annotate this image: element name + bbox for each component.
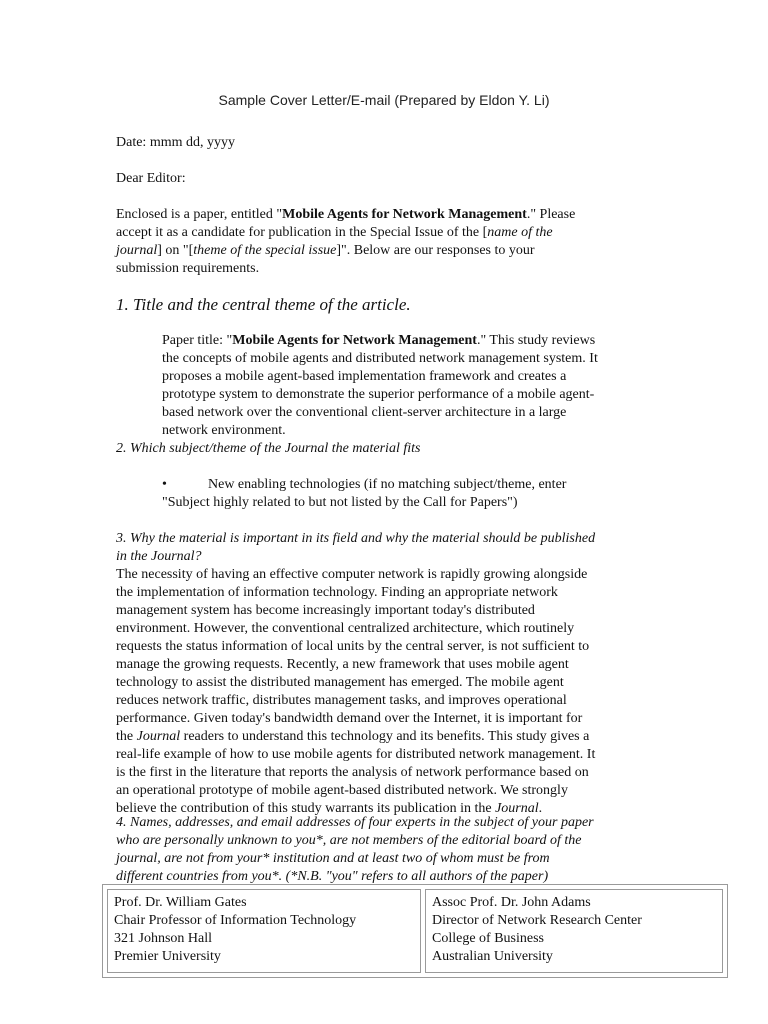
section-3-line: the implementation of information technology. Finding an appropriate network xyxy=(116,585,558,600)
section-3-text: . xyxy=(538,801,543,816)
bullet-line: "Subject highly related to but not listed by the Call for Papers") xyxy=(162,495,518,510)
intro-text: ]". Below are our responses to your xyxy=(336,243,535,258)
section-1-text: Paper title: " xyxy=(162,333,233,348)
bullet-icon: • xyxy=(162,477,167,492)
section-3-line: management system has become increasingly important today's distributed xyxy=(116,603,535,618)
section-3-heading xyxy=(116,530,656,566)
intro-text: accept it as a candidate for publication in the Special Issue of the [ xyxy=(116,225,488,240)
section-3-line: manage the growing requests. Recently, a new framework that uses mobile agent xyxy=(116,657,569,672)
section-4-line: different countries from you*. (*N.B. "you" refers to all authors of the paper) xyxy=(116,869,549,884)
expert-name: Prof. Dr. William Gates xyxy=(114,895,247,910)
expert-department: 321 Johnson Hall xyxy=(114,931,212,946)
intro-text: ] on "[ xyxy=(157,243,194,258)
intro-line-4: submission requirements. xyxy=(116,261,260,276)
journal-italic: Journal xyxy=(136,729,181,744)
section-1-line: based network over the conventional client-server architecture in a large xyxy=(162,405,567,420)
section-3-line: technology to assist the distributed management has emerged. The mobile agent xyxy=(116,675,564,690)
expert-title: Chair Professor of Information Technology xyxy=(114,913,357,928)
section-1-line: the concepts of mobile agents and distributed network management system. It xyxy=(162,351,598,366)
bullet-line xyxy=(162,476,642,494)
journal-italic: Journal xyxy=(495,801,539,816)
section-1-heading: 1. Title and the central theme of the article. xyxy=(116,295,411,314)
section-3-line: real-life example of how to use mobile agents for distributed network management. It xyxy=(116,747,596,762)
expert-organization: Premier University xyxy=(114,949,221,964)
section-3-heading-line: in the Journal? xyxy=(116,549,202,564)
intro-line-3 xyxy=(116,242,636,260)
intro-line-1 xyxy=(116,206,636,224)
section-3-line: environment. However, the conventional centralized architecture, which routinely xyxy=(116,621,575,636)
experts-table xyxy=(102,884,728,978)
intro-line-2 xyxy=(116,224,636,242)
section-3-line: The necessity of having an effective computer network is rapidly growing alongside xyxy=(116,567,588,582)
section-1-line xyxy=(162,332,652,350)
section-4-line: who are personally unknown to you*, are not members of the editorial board of the xyxy=(116,833,582,848)
section-3-line: is the first in the literature that reports the analysis of network performance based on xyxy=(116,765,589,780)
expert-title: Director of Network Research Center xyxy=(432,913,642,928)
intro-paragraph xyxy=(116,206,636,278)
document-title: Sample Cover Letter/E-mail (Prepared by Eldon Y. Li) xyxy=(218,92,550,108)
section-3-line: performance. Given today's bandwidth demand over the Internet, it is important for xyxy=(116,711,583,726)
expert-department: College of Business xyxy=(432,931,544,946)
section-3-body xyxy=(116,566,656,818)
date-line: Date: mmm dd, yyyy xyxy=(116,135,235,150)
section-1-line: prototype system to demonstrate the superior performance of a mobile agent- xyxy=(162,387,595,402)
bullet-text: New enabling technologies (if no matching subject/theme, enter xyxy=(208,477,567,492)
section-2-bullet xyxy=(162,476,642,512)
section-4-heading xyxy=(116,814,656,886)
section-3-text: readers to understand this technology and its benefits. This study gives a xyxy=(180,729,590,744)
expert-name: Assoc Prof. Dr. John Adams xyxy=(432,895,591,910)
intro-text: ." Please xyxy=(526,207,576,222)
placeholder-italic: theme of the special issue xyxy=(193,243,337,258)
section-3-line: an operational prototype of mobile agent-based distributed network. We strongly xyxy=(116,783,568,798)
section-3-text: the xyxy=(116,729,137,744)
expert-organization: Australian University xyxy=(432,949,553,964)
section-1-text: ." This study reviews xyxy=(476,333,596,348)
section-3-heading-line: 3. Why the material is important in its field and why the material should be published xyxy=(116,531,596,546)
intro-text: Enclosed is a paper, entitled " xyxy=(116,207,283,222)
section-4-line: 4. Names, addresses, and email addresses of four experts in the subject of your paper xyxy=(116,815,594,830)
table-row xyxy=(107,889,723,973)
placeholder-italic: name of the xyxy=(487,225,553,240)
section-3-line: reduces network traffic, distributes management tasks, and improves operational xyxy=(116,693,567,708)
paper-title-bold: Mobile Agents for Network Management xyxy=(282,207,527,222)
section-1-line: proposes a mobile agent-based implementation framework and creates a xyxy=(162,369,567,384)
expert-cell-2 xyxy=(425,889,723,973)
section-3-line xyxy=(116,728,656,746)
section-1-body xyxy=(162,332,652,440)
paper-title-bold: Mobile Agents for Network Management xyxy=(232,333,477,348)
section-2-heading: 2. Which subject/theme of the Journal the material fits xyxy=(116,441,421,456)
placeholder-italic: journal xyxy=(116,243,158,258)
section-4-line: journal, are not from your* institution and at least two of whom must be from xyxy=(116,851,550,866)
section-1-line: network environment. xyxy=(162,423,286,438)
section-3-text: believe the contribution of this study warrants its publication in the xyxy=(116,801,496,816)
salutation: Dear Editor: xyxy=(116,171,186,186)
section-3-line: requests the status information of local units by the central server, is not sufficient to xyxy=(116,639,590,654)
expert-cell-1 xyxy=(107,889,421,973)
